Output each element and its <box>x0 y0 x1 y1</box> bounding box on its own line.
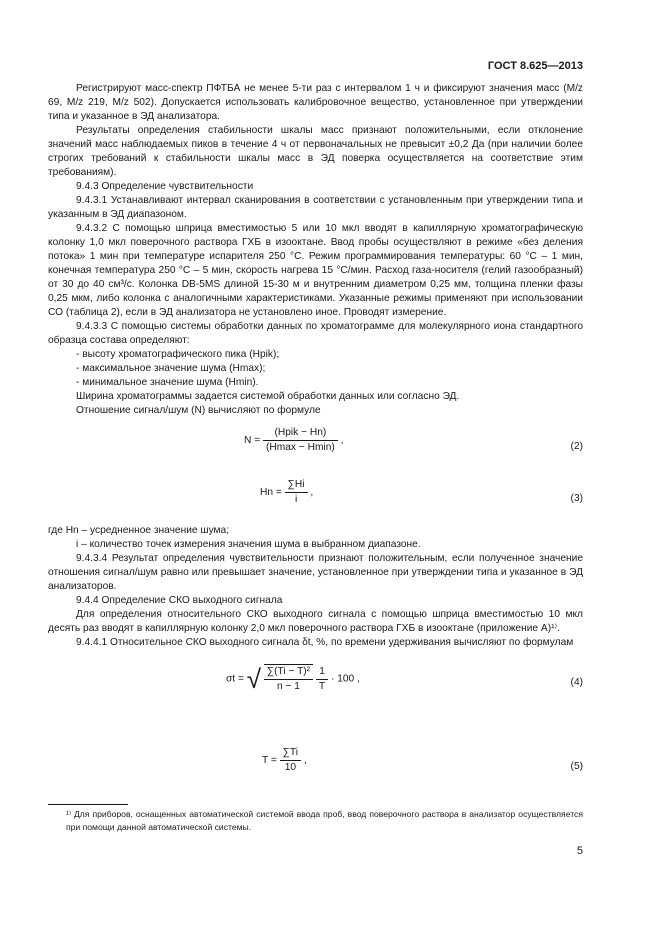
footnote-text: ¹⁾ Для приборов, оснащенных автоматической системой ввода проб, ввод поверочного раствора в анализатор осуществляется при помощи данной автоматической системы. <box>66 809 583 832</box>
formula-3-denominator: i <box>294 494 298 505</box>
paragraph-9-4-3-2: 9.4.3.2 С помощью шприца вместимостью 5 или 10 мкл вводят в капиллярную хроматографическую колонку 1,0 мкл поверочного раствора ГХБ в изооктане. Ввод пробы осуществляют в режиме «без деления потока» 1 мин при температуре испарителя 250 °С. Режим программирования температуры: 60 °С – 1 мин, конечная температура 250 °С – 5 мин, скорость нагрева 15 °С/мин. Расход газа-носителя (гелий газообразный) от 30 до 40 см³/с. Колонка DB-5MS длиной 15-30 м и внутренним диаметром 0,25 мм, толщина пленки фазы 0,25 мкм, либо колонка с аналогичными характеристиками. Указанные режимы применяют при использовании СО (таблица 2), если в ЭД анализатора не установлено иное. Проводят измерение. <box>48 223 583 318</box>
paragraph-9-4-3-3: 9.4.3.3 С помощью системы обработки данных по хроматограмме для молекулярного иона стандартного образца состава определяют: <box>48 321 583 346</box>
formula-4-denominator: n − 1 <box>277 681 300 692</box>
formula-2-lhs: N = <box>244 435 261 447</box>
paragraph-9-4-4: Для определения относительного СКО выходного сигнала с помощью шприца вместимостью 10 мкл десять раз вводят в капиллярную колонку 2,0 мкл поверочного раствора ГХБ в изооктане (приложение А)¹⁾. <box>48 609 583 634</box>
main-content <box>48 82 583 806</box>
list-item-hmin: - минимальное значение шума (Hmin). <box>76 377 259 388</box>
footnote-divider <box>48 804 128 805</box>
formula-4-numerator: ∑(Ti − T)² <box>264 665 313 680</box>
formula-5-tail: , <box>303 755 307 767</box>
sqrt-symbol: √ <box>246 664 262 694</box>
paragraph-mass-spectrum: Регистрируют масс-спектр ПФТБА не менее 5-ти раз с интервалом 1 ч и фиксируют значения масс (M/z 69, M/z 219, M/z 502). Допускается использовать калибровочное вещество, установленное при утверждении типа и указанное в ЭД анализатора. <box>48 83 583 122</box>
formula-3-numerator: ∑Hi <box>285 478 308 493</box>
formula-2-denominator: (Hmax − Hmin) <box>265 442 335 453</box>
paragraph-9-4-3-4: 9.4.3.4 Результат определения чувствительности признают положительным, если полученное значение отношения сигнал/шум равно или превышает значение, установленное при утверждении типа и указанное в ЭД анализаторов. <box>48 553 583 592</box>
formula-5-number: (5) <box>570 761 583 772</box>
paragraph-9-4-4-1: 9.4.4.1 Относительное СКО выходного сигнала δt, %, по времени удерживания вычисляют по формулам <box>76 637 574 648</box>
heading-9-4-4: 9.4.4 Определение СКО выходного сигнала <box>76 595 283 606</box>
list-item-hpik: - высоту хроматографического пика (Hpik); <box>76 349 280 360</box>
formula-4-fraction <box>264 664 313 694</box>
formula-4-lhs: σt = <box>226 673 244 685</box>
formula-2-numerator: (Hpik − Hn) <box>263 426 338 441</box>
formula-4-factor <box>316 665 328 694</box>
footnote <box>48 808 583 833</box>
formula-4-number: (4) <box>570 677 583 688</box>
formula-3-number: (3) <box>570 493 583 504</box>
formula-3-tail: , <box>310 487 314 499</box>
formula-2-fraction <box>263 426 338 455</box>
formula-2-tail: , <box>340 435 344 447</box>
formula-5-numerator: ∑Ti <box>280 746 301 761</box>
formula-3 <box>48 478 583 524</box>
standard-header: ГОСТ 8.625—2013 <box>487 60 583 72</box>
paragraph-signal-noise: Отношение сигнал/шум (N) вычисляют по формуле <box>76 405 321 416</box>
paragraph-chromatogram-width: Ширина хроматограммы задается системой обработки данных или согласно ЭД. <box>76 391 460 402</box>
list-item-hmax: - максимальное значение шума (Hmax); <box>76 363 266 374</box>
paragraph-where-i: i – количество точек измерения значения шума в выбранном диапазоне. <box>76 539 421 550</box>
formula-4-factor-den: T <box>318 680 326 692</box>
formula-3-fraction <box>285 478 308 507</box>
formula-4-factor-num: 1 <box>316 665 328 680</box>
formula-5 <box>48 746 583 806</box>
formula-4 <box>48 656 583 746</box>
formula-4-tail: · 100 , <box>331 673 360 685</box>
formula-2-number: (2) <box>570 441 583 452</box>
formula-3-lhs: Hn = <box>260 487 282 499</box>
formula-2 <box>48 426 583 478</box>
heading-9-4-3: 9.4.3 Определение чувствительности <box>76 181 254 192</box>
paragraph-stability-result: Результаты определения стабильности шкалы масс признают положительными, если отклонение значений масс наблюдаемых пиков в течение 4 ч от первоначальных не превысит ±0,2 Да (при наличии более строгих требований к стабильности шкалы масс в ЭД поверка осуществляется на соответствие этим требованиям). <box>48 125 583 178</box>
paragraph-where-hn: где Hn – усредненное значение шума; <box>48 525 230 536</box>
page-number: 5 <box>576 845 583 857</box>
formula-5-fraction <box>280 746 301 775</box>
paragraph-9-4-3-1: 9.4.3.1 Устанавливают интервал сканирования в соответствии с установленным при утверждении типа и указанным в ЭД диапазоном. <box>48 195 583 220</box>
formula-5-denominator: 10 <box>284 762 297 773</box>
formula-5-lhs: T = <box>262 755 277 767</box>
